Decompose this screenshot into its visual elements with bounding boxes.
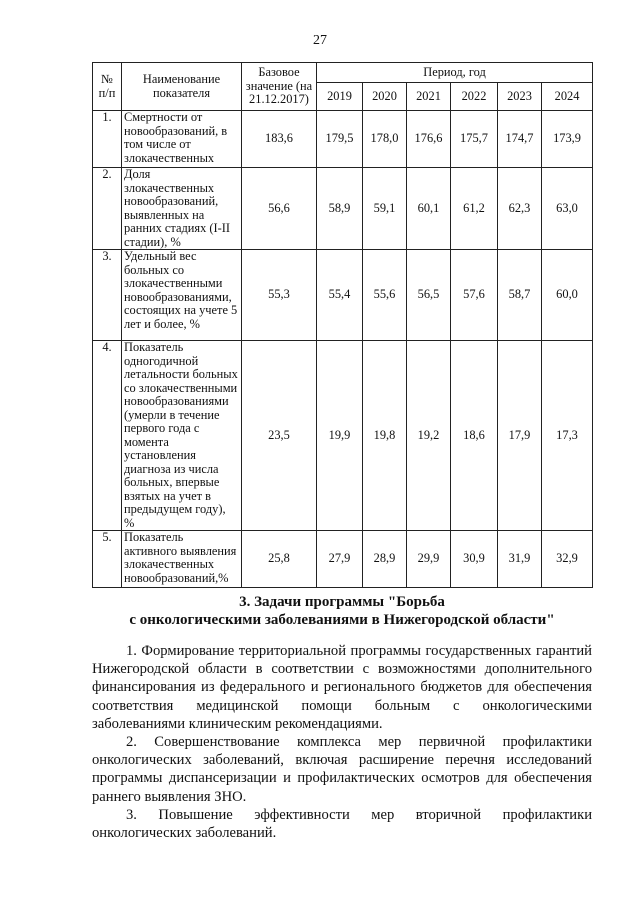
year-value: 18,6 <box>451 341 498 531</box>
table-row <box>93 531 593 588</box>
table-row <box>93 111 593 168</box>
base-value: 56,6 <box>242 168 317 250</box>
header-indicator-name: Наименование показателя <box>122 63 242 111</box>
paragraph: 3. Повышение эффективности мер вторичной профилактики онкологических заболеваний. <box>92 806 592 842</box>
year-value: 58,9 <box>317 168 363 250</box>
header-number: № п/п <box>93 63 122 111</box>
table-row <box>93 250 593 341</box>
header-year: 2019 <box>317 83 363 111</box>
year-value: 28,9 <box>363 531 407 588</box>
year-value: 175,7 <box>451 111 498 168</box>
header-year: 2021 <box>407 83 451 111</box>
year-value: 176,6 <box>407 111 451 168</box>
indicator-name: Доля злокачественных новообразований, выявленных на ранних стадиях (I-II стадии), % <box>122 168 242 250</box>
year-value: 174,7 <box>498 111 542 168</box>
indicator-name: Смертности от новообразований, в том числе от злокачественных <box>122 111 242 168</box>
base-value: 55,3 <box>242 250 317 341</box>
paragraph: 1. Формирование территориальной программы государственных гарантий Нижегородской области в соответствии с возможностями дополнительного финансирования из федерального и регионального бюджетов для обеспечения соответствия медицинской помощи больным с онкологическими заболеваниями клиническим рекомендациями. <box>92 643 592 732</box>
header-year: 2024 <box>542 83 593 111</box>
year-value: 57,6 <box>451 250 498 341</box>
year-value: 19,8 <box>363 341 407 531</box>
year-value: 30,9 <box>451 531 498 588</box>
base-value: 183,6 <box>242 111 317 168</box>
year-value: 19,2 <box>407 341 451 531</box>
row-index: 5. <box>93 531 122 588</box>
base-value: 25,8 <box>242 531 317 588</box>
year-value: 17,9 <box>498 341 542 531</box>
year-value: 59,1 <box>363 168 407 250</box>
header-base-value: Базовое значение (на 21.12.2017) <box>242 63 317 111</box>
year-value: 29,9 <box>407 531 451 588</box>
row-index: 3. <box>93 250 122 341</box>
section-title-line: 3. Задачи программы "Борьба <box>239 594 445 610</box>
year-value: 178,0 <box>363 111 407 168</box>
year-value: 173,9 <box>542 111 593 168</box>
section-title <box>92 593 592 629</box>
year-value: 58,7 <box>498 250 542 341</box>
base-value: 23,5 <box>242 341 317 531</box>
header-period: Период, год <box>317 63 593 83</box>
header-year: 2023 <box>498 83 542 111</box>
year-value: 32,9 <box>542 531 593 588</box>
year-value: 17,3 <box>542 341 593 531</box>
year-value: 179,5 <box>317 111 363 168</box>
year-value: 31,9 <box>498 531 542 588</box>
paragraph: 2. Совершенствование комплекса мер первичной профилактики онкологических заболеваний, включая расширение перечня исследований программы диспансеризации и профилактических осмотров для обеспечения раннего выявления ЗНО. <box>92 734 592 805</box>
year-value: 63,0 <box>542 168 593 250</box>
section-title-line: с онкологическими заболеваниями в Нижегородской области" <box>129 612 555 628</box>
year-value: 60,1 <box>407 168 451 250</box>
row-index: 2. <box>93 168 122 250</box>
year-value: 61,2 <box>451 168 498 250</box>
year-value: 55,6 <box>363 250 407 341</box>
row-index: 4. <box>93 341 122 531</box>
header-year: 2020 <box>363 83 407 111</box>
year-value: 62,3 <box>498 168 542 250</box>
section-body <box>92 642 592 842</box>
year-value: 27,9 <box>317 531 363 588</box>
indicator-name: Показатель одногодичной летальности больных со злокачественными новообразованиями (умерли в течение первого года с момента установления диагноза из числа больных, впервые взятых на учет в предыдущем году), % <box>122 341 242 531</box>
year-value: 19,9 <box>317 341 363 531</box>
year-value: 55,4 <box>317 250 363 341</box>
header-year: 2022 <box>451 83 498 111</box>
indicator-name: Показатель активного выявления злокачественных новообразований,% <box>122 531 242 588</box>
year-value: 60,0 <box>542 250 593 341</box>
page-number: 27 <box>313 33 327 48</box>
table-row <box>93 341 593 531</box>
row-index: 1. <box>93 111 122 168</box>
year-value: 56,5 <box>407 250 451 341</box>
table-row <box>93 168 593 250</box>
indicators-table <box>92 62 593 588</box>
indicator-name: Удельный вес больных со злокачественными новообразованиями, состоящих на учете 5 лет и более, % <box>122 250 242 341</box>
